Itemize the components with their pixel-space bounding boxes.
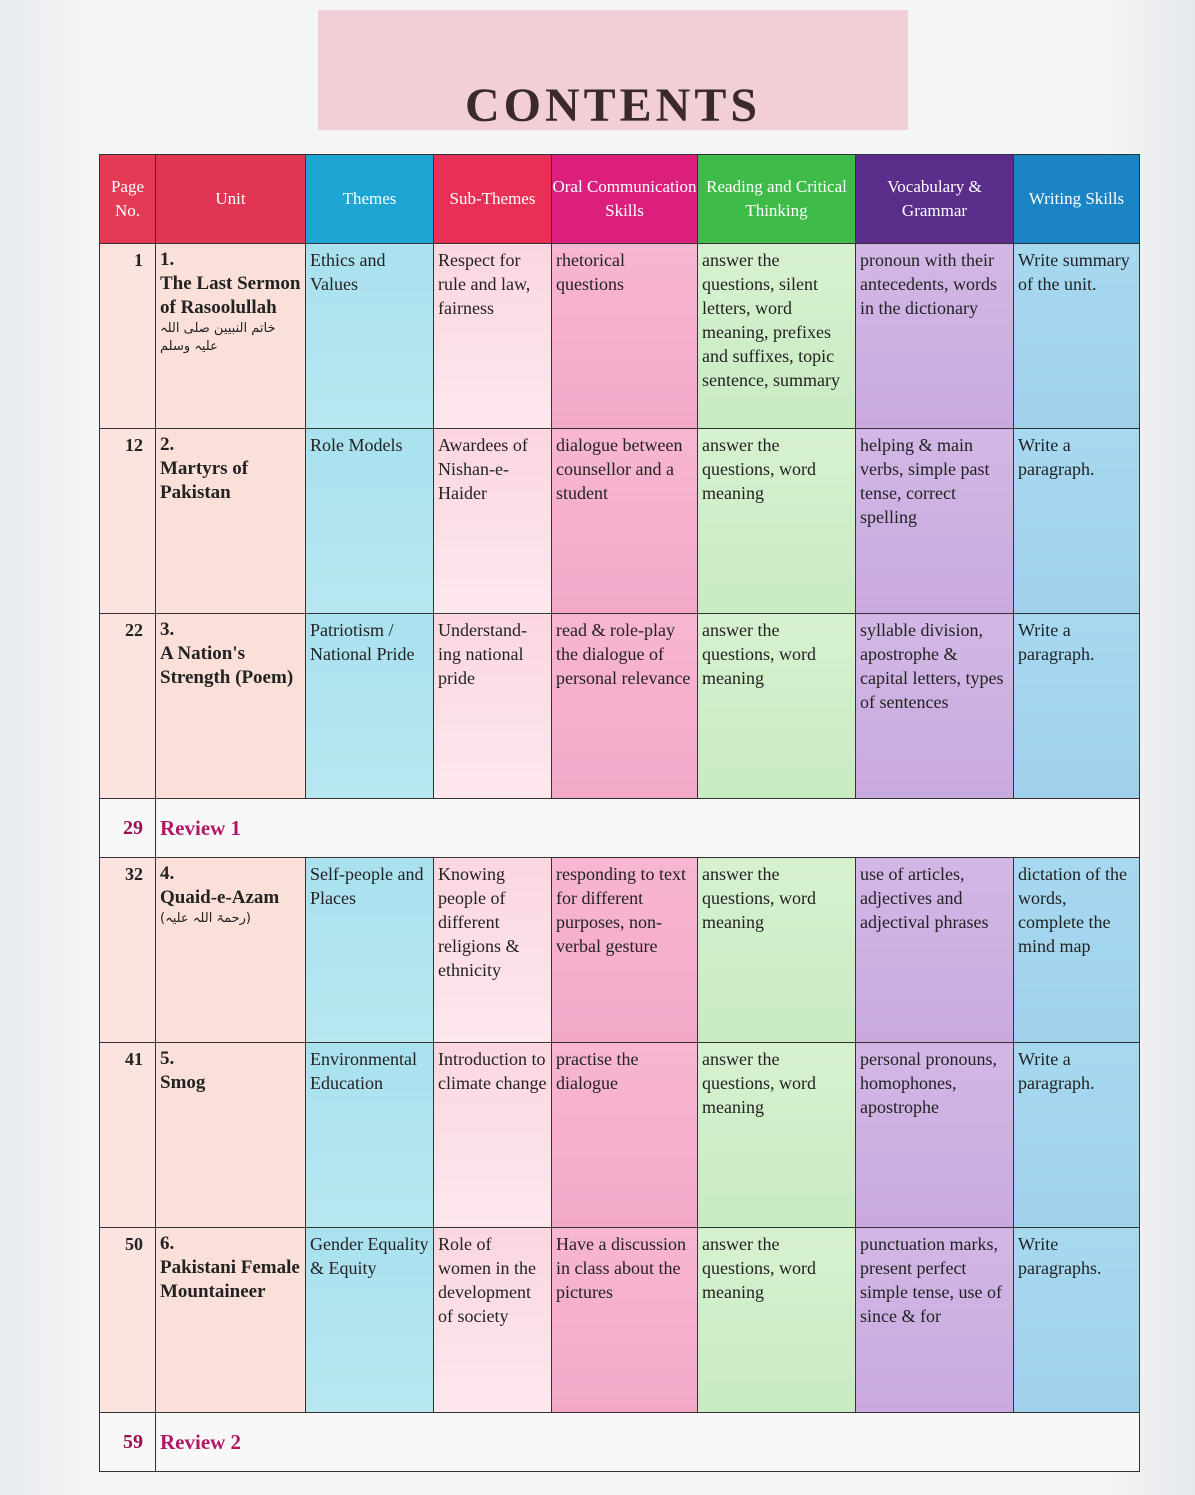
contents-table — [99, 154, 1140, 1472]
header-page-no: Page No. — [100, 155, 156, 244]
theme-cell: Ethics and Values — [306, 244, 434, 429]
review-row — [100, 799, 1140, 858]
unit-name: Martyrs of Pakistan — [160, 458, 249, 503]
vocabulary-cell: pronoun with their antecedents, words in the dictionary — [856, 244, 1014, 429]
page-number: 41 — [100, 1043, 156, 1228]
sub-theme-cell: Knowing people of different religions & ethnicity — [434, 858, 552, 1043]
unit-number: 4. — [160, 863, 175, 884]
unit-number: 1. — [160, 249, 175, 270]
table-row — [100, 614, 1140, 799]
unit-title — [156, 244, 306, 429]
review-page-number: 29 — [100, 799, 156, 858]
page-title: CONTENTS — [464, 79, 762, 132]
unit-name: Smog — [160, 1072, 206, 1093]
header-unit: Unit — [156, 155, 306, 244]
reading-cell: answer the questions, silent letters, word meaning, prefixes and suffixes, topic sentence, summary — [698, 244, 856, 429]
unit-title — [156, 1228, 306, 1413]
header-oral-communication: Oral Communication Skills — [552, 155, 698, 244]
page-number: 12 — [100, 429, 156, 614]
header-themes: Themes — [306, 155, 434, 244]
page-number: 32 — [100, 858, 156, 1043]
reading-cell: answer the questions, word meaning — [698, 858, 856, 1043]
table-row — [100, 858, 1140, 1043]
header-vocabulary-grammar: Vocabulary & Grammar — [856, 155, 1014, 244]
sub-theme-cell: Awardees of Nishan-e-Haider — [434, 429, 552, 614]
sub-theme-cell: Introduction to climate change — [434, 1043, 552, 1228]
page-number: 50 — [100, 1228, 156, 1413]
unit-number: 2. — [160, 434, 175, 455]
writing-cell: Write paragraphs. — [1014, 1228, 1140, 1413]
oral-cell: read & role-play the dialogue of personal relevance — [552, 614, 698, 799]
oral-cell: practise the dialogue — [552, 1043, 698, 1228]
reading-cell: answer the questions, word meaning — [698, 429, 856, 614]
unit-title — [156, 614, 306, 799]
writing-cell: Write summary of the unit. — [1014, 244, 1140, 429]
unit-title — [156, 429, 306, 614]
writing-cell: Write a paragraph. — [1014, 429, 1140, 614]
review-label: Review 1 — [156, 799, 1140, 858]
table-row — [100, 1228, 1140, 1413]
theme-cell: Role Models — [306, 429, 434, 614]
review-row — [100, 1413, 1140, 1472]
oral-cell: dialogue between counsellor and a student — [552, 429, 698, 614]
table-row — [100, 1043, 1140, 1228]
unit-honorific: (رحمۃ اللہ علیہ) — [160, 911, 251, 926]
page-number: 1 — [100, 244, 156, 429]
unit-name: A Nation's Strength (Poem) — [160, 643, 294, 688]
review-page-number: 59 — [100, 1413, 156, 1472]
page-number: 22 — [100, 614, 156, 799]
unit-number: 5. — [160, 1048, 175, 1069]
writing-cell: dictation of the words, complete the mind map — [1014, 858, 1140, 1043]
reading-cell: answer the questions, word meaning — [698, 1228, 856, 1413]
sub-theme-cell: Understand-ing national pride — [434, 614, 552, 799]
oral-cell: rhetorical questions — [552, 244, 698, 429]
unit-number: 3. — [160, 619, 175, 640]
vocabulary-cell: helping & main verbs, simple past tense, correct spelling — [856, 429, 1014, 614]
theme-cell: Patriotism / National Pride — [306, 614, 434, 799]
header-reading-critical-thinking: Reading and Critical Thinking — [698, 155, 856, 244]
reading-cell: answer the questions, word meaning — [698, 1043, 856, 1228]
vocabulary-cell: personal pronouns, homophones, apostrophe — [856, 1043, 1014, 1228]
review-label: Review 2 — [156, 1413, 1140, 1472]
unit-honorific: خاتم النبیین صلی اللہ علیہ وسلم — [160, 321, 276, 354]
header-writing-skills: Writing Skills — [1014, 155, 1140, 244]
oral-cell: Have a discussion in class about the pictures — [552, 1228, 698, 1413]
oral-cell: responding to text for different purposes, non-verbal gesture — [552, 858, 698, 1043]
table-row — [100, 244, 1140, 429]
unit-title — [156, 858, 306, 1043]
unit-title — [156, 1043, 306, 1228]
table-row — [100, 429, 1140, 614]
unit-name: The Last Sermon of Rasoolullah — [160, 273, 301, 318]
theme-cell: Environmental Education — [306, 1043, 434, 1228]
theme-cell: Gender Equality & Equity — [306, 1228, 434, 1413]
vocabulary-cell: syllable division, apostrophe & capital letters, types of sentences — [856, 614, 1014, 799]
writing-cell: Write a paragraph. — [1014, 614, 1140, 799]
header-sub-themes: Sub-Themes — [434, 155, 552, 244]
theme-cell: Self-people and Places — [306, 858, 434, 1043]
header-row — [100, 155, 1140, 244]
vocabulary-cell: punctuation marks, present perfect simple tense, use of since & for — [856, 1228, 1014, 1413]
unit-name: Pakistani Female Mountaineer — [160, 1257, 300, 1302]
unit-name: Quaid-e-Azam — [160, 887, 280, 908]
vocabulary-cell: use of articles, adjectives and adjectival phrases — [856, 858, 1014, 1043]
reading-cell: answer the questions, word meaning — [698, 614, 856, 799]
unit-number: 6. — [160, 1233, 175, 1254]
sub-theme-cell: Respect for rule and law, fairness — [434, 244, 552, 429]
sub-theme-cell: Role of women in the development of society — [434, 1228, 552, 1413]
writing-cell: Write a paragraph. — [1014, 1043, 1140, 1228]
